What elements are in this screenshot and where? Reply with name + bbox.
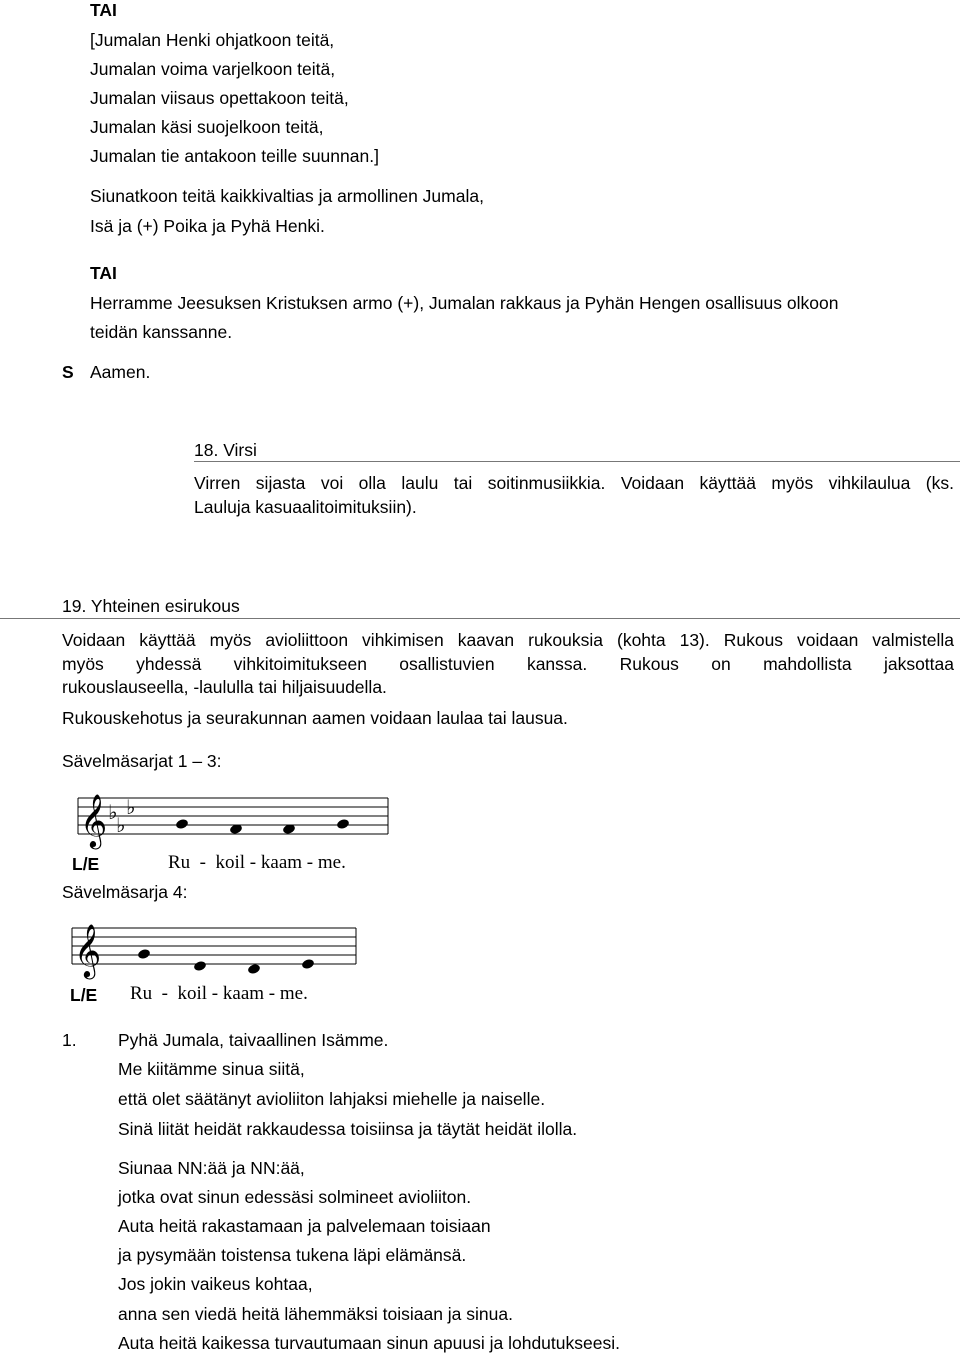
prayer-line: Auta heitä kaikessa turvautumaan sinun apuusi ja lohdutukseesi. xyxy=(118,1333,620,1353)
section-18-heading: 18. Virsi xyxy=(194,440,257,460)
prayer-line: Sinä liität heidät rakkaudessa toisiinsa ja täytät heidät ilolla. xyxy=(118,1119,578,1139)
section-18-text-line: Virren sijasta voi olla laulu tai soitinmusiikkia. Voidaan käyttää myös vihkilaulua (ks. xyxy=(194,473,954,493)
note-head xyxy=(193,960,207,972)
note-head xyxy=(137,948,151,960)
section-19-title-text: Yhteinen esirukous xyxy=(90,596,240,616)
flat-icon: ♭ xyxy=(126,795,136,819)
section-19-para2: Rukouskehotus ja seurakunnan aamen voidaan laulaa tai lausua. xyxy=(62,708,568,728)
section-19-para-line: Voidaan käyttää myös avioliittoon vihkimisen kaavan rukouksia (kohta 13). Rukous voidaan valmistella xyxy=(62,630,954,650)
prayer-line: jotka ovat sinun edessäsi solmineet avioliiton. xyxy=(118,1187,472,1207)
prayer-line: anna sen viedä heitä lähemmäksi toisiaan ja sinua. xyxy=(118,1304,513,1324)
prayer-line: Siunaa NN:ää ja NN:ää, xyxy=(118,1158,305,1178)
section-18-text-line: Lauluja kasuaalitoimituksiin). xyxy=(194,497,417,517)
grace-line: Herramme Jeesuksen Kristuksen armo (+), Jumalan rakkaus ja Pyhän Hengen osallisuus olkoon xyxy=(90,293,839,313)
note-head xyxy=(336,818,350,830)
flat-icon: ♭ xyxy=(116,813,126,837)
note-head xyxy=(247,963,261,975)
section-18-rule xyxy=(194,461,960,462)
blessing-alt-line: [Jumalan Henki ohjatkoon teitä, xyxy=(90,30,335,50)
section-19-para-line: myös yhdessä vihkitoimitukseen osallistuvien kanssa. Rukous on mahdollista jaksottaa xyxy=(62,654,954,674)
music-1-speaker: L/E xyxy=(72,854,100,874)
amen-response: Aamen. xyxy=(90,362,151,382)
blessing-alt-line: Jumalan käsi suojelkoon teitä, xyxy=(90,117,324,137)
prayer-line: Auta heitä rakastamaan ja palvelemaan toisiaan xyxy=(118,1216,491,1236)
music-2-lyrics: Ru - koil - kaam - me. xyxy=(130,983,308,1004)
prayer-line: ja pysymään toistensa tukena läpi elämänsä. xyxy=(118,1245,467,1265)
note-head xyxy=(301,958,315,970)
blessing-line: Isä ja (+) Poika ja Pyhä Henki. xyxy=(90,216,325,236)
prayer-line: että olet säätänyt avioliiton lahjaksi miehelle ja naiselle. xyxy=(118,1089,546,1109)
music-staff-1 xyxy=(70,788,390,848)
music-2-speaker: L/E xyxy=(70,985,98,1005)
prayer-line: Me kiitämme sinua siitä, xyxy=(118,1059,305,1079)
blessing-alt-line: Jumalan tie antakoon teille suunnan.] xyxy=(90,146,379,166)
treble-clef-icon: 𝄞 xyxy=(74,923,102,977)
section-19-number: 19. xyxy=(62,596,87,616)
blessing-alt-line: Jumalan voima varjelkoon teitä, xyxy=(90,59,336,79)
melody-4-label: Sävelmäsarja 4: xyxy=(62,882,188,902)
tai-label: TAI xyxy=(90,0,117,20)
section-19-title xyxy=(62,596,240,617)
grace-line: teidän kanssanne. xyxy=(90,322,233,342)
section-19-para-line: rukouslauseella, -laululla tai hiljaisuudella. xyxy=(62,677,387,697)
blessing-line: Siunatkoon teitä kaikkivaltias ja armollinen Jumala, xyxy=(90,186,484,206)
blessing-alt-line: Jumalan viisaus opettakoon teitä, xyxy=(90,88,349,108)
speaker-s: S xyxy=(62,362,74,382)
flat-icon: ♭ xyxy=(108,800,118,824)
music-1-lyrics: Ru - koil - kaam - me. xyxy=(168,852,346,873)
tai-label: TAI xyxy=(90,263,117,283)
prayer-line: Jos jokin vaikeus kohtaa, xyxy=(118,1274,313,1294)
section-19-rule xyxy=(0,618,960,619)
music-staff-2 xyxy=(60,918,360,978)
prayer-number: 1. xyxy=(62,1030,77,1050)
prayer-line: Pyhä Jumala, taivaallinen Isämme. xyxy=(118,1030,389,1050)
treble-clef-icon: 𝄞 xyxy=(80,793,108,847)
note-head xyxy=(175,818,189,830)
melody-1-3-label: Sävelmäsarjat 1 – 3: xyxy=(62,751,222,771)
